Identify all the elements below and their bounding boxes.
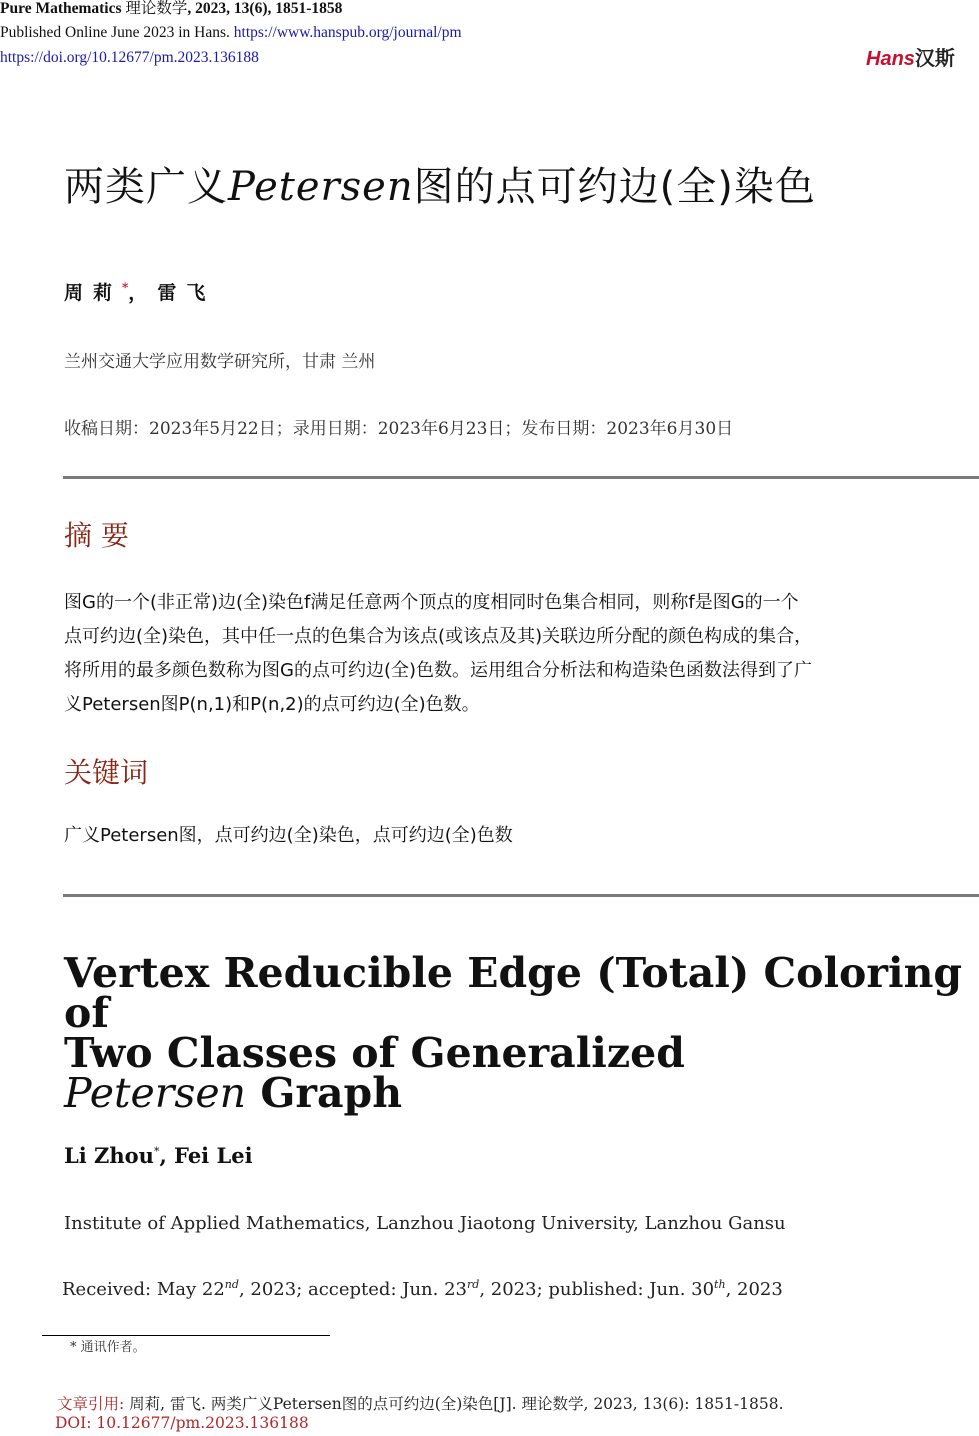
citation-text: 周莉, 雷飞. 两类广义Petersen图的点可约边(全)染色[J]. 理论数学, 2023, 13(6): 1851-1858. <box>129 1395 784 1413</box>
abstract-body <box>64 586 969 722</box>
cn-title-math: Petersen <box>228 164 414 210</box>
journal-url-link[interactable]: https://www.hanspub.org/journal/pm <box>233 24 462 41</box>
journal-name-cn: 理论数学 <box>125 0 188 17</box>
journal-name: Pure Mathematics <box>0 0 122 17</box>
en-authors <box>64 1143 253 1168</box>
en-author-1: Li Zhou <box>64 1143 154 1168</box>
abstract-line: 将所用的最多颜色数称为图G的点可约边(全)色数。运用组合分析法和构造染色函数法得到了广 <box>64 660 812 681</box>
footnote-mark: * <box>70 1340 77 1355</box>
journal-line-1 <box>0 0 342 20</box>
cn-author-mark: * <box>122 280 129 295</box>
received-date: Received: May 22 <box>62 1279 225 1300</box>
year-tail: , 2023 <box>725 1279 783 1300</box>
journal-line-2 <box>0 22 462 44</box>
cn-title-post: 图的点可约边(全)染色 <box>413 164 816 210</box>
cn-affiliation: 兰州交通大学应用数学研究所，甘肃 兰州 <box>64 352 376 372</box>
published-online-text: Published Online June 2023 in Hans. <box>0 24 230 41</box>
citation-label: 文章引用: <box>57 1395 125 1413</box>
cn-author-2: 雷飞 <box>157 282 216 304</box>
keywords-heading: 关键词 <box>64 756 149 789</box>
cn-title <box>64 155 816 212</box>
doi-url-link[interactable]: https://doi.org/10.12677/pm.2023.136188 <box>0 49 259 66</box>
journal-issue: , 2023, 13(6), 1851-1858 <box>187 0 343 17</box>
citation-doi <box>55 1414 309 1432</box>
cn-dates: 收稿日期：2023年5月22日；录用日期：2023年6月23日；发布日期：2023年6月30日 <box>64 419 734 439</box>
cn-author-1: 周莉 <box>64 282 123 304</box>
en-affiliation: Institute of Applied Mathematics, Lanzhou Jiaotong University, Lanzhou Gansu <box>64 1213 786 1234</box>
cn-author-sep: ， <box>128 282 158 304</box>
accepted-date: , 2023; accepted: Jun. 23 <box>238 1279 467 1300</box>
hans-logo <box>866 42 955 71</box>
en-dates <box>62 1278 783 1300</box>
en-title-graph: Graph <box>260 1069 403 1117</box>
keywords-text: 广义Petersen图，点可约边(全)染色，点可约边(全)色数 <box>64 825 513 846</box>
published-sup: th <box>714 1278 726 1291</box>
hans-logo-cn: 汉斯 <box>914 48 955 70</box>
en-title-line-2: Two Classes of Generalized <box>64 1029 685 1077</box>
divider-2 <box>63 894 979 897</box>
en-title <box>64 949 979 1117</box>
published-date: , 2023; published: Jun. 30 <box>479 1279 715 1300</box>
abstract-line: 义Petersen图P(n,1)和P(n,2)的点可约边(全)色数。 <box>64 694 480 715</box>
hans-logo-text: Hans <box>866 48 915 70</box>
abstract-heading: 摘 要 <box>64 519 129 552</box>
accepted-sup: rd <box>467 1278 480 1291</box>
footnote <box>70 1336 146 1355</box>
en-title-line-3 <box>64 1069 979 1117</box>
footnote-text: 通讯作者。 <box>80 1340 146 1355</box>
received-sup: nd <box>224 1278 239 1291</box>
cn-authors <box>64 278 215 305</box>
en-author-mark: * <box>153 1145 160 1158</box>
en-title-line-1: Vertex Reducible Edge (Total) Coloring of <box>64 949 963 1037</box>
divider-1 <box>63 476 979 479</box>
abstract-line: 点可约边(全)染色，其中任一点的色集合为该点(或该点及其)关联边所分配的颜色构成的集合， <box>64 626 813 647</box>
abstract-line: 图G的一个(非正常)边(全)染色f满足任意两个顶点的度相同时色集合相同，则称f是图G的一个 <box>64 592 799 613</box>
en-title-math: Petersen <box>64 1069 247 1117</box>
citation <box>57 1392 784 1414</box>
cn-title-pre: 两类广义 <box>64 164 228 210</box>
en-author-2: , Fei Lei <box>159 1143 253 1168</box>
citation-doi-text[interactable]: DOI: 10.12677/pm.2023.136188 <box>55 1414 309 1432</box>
